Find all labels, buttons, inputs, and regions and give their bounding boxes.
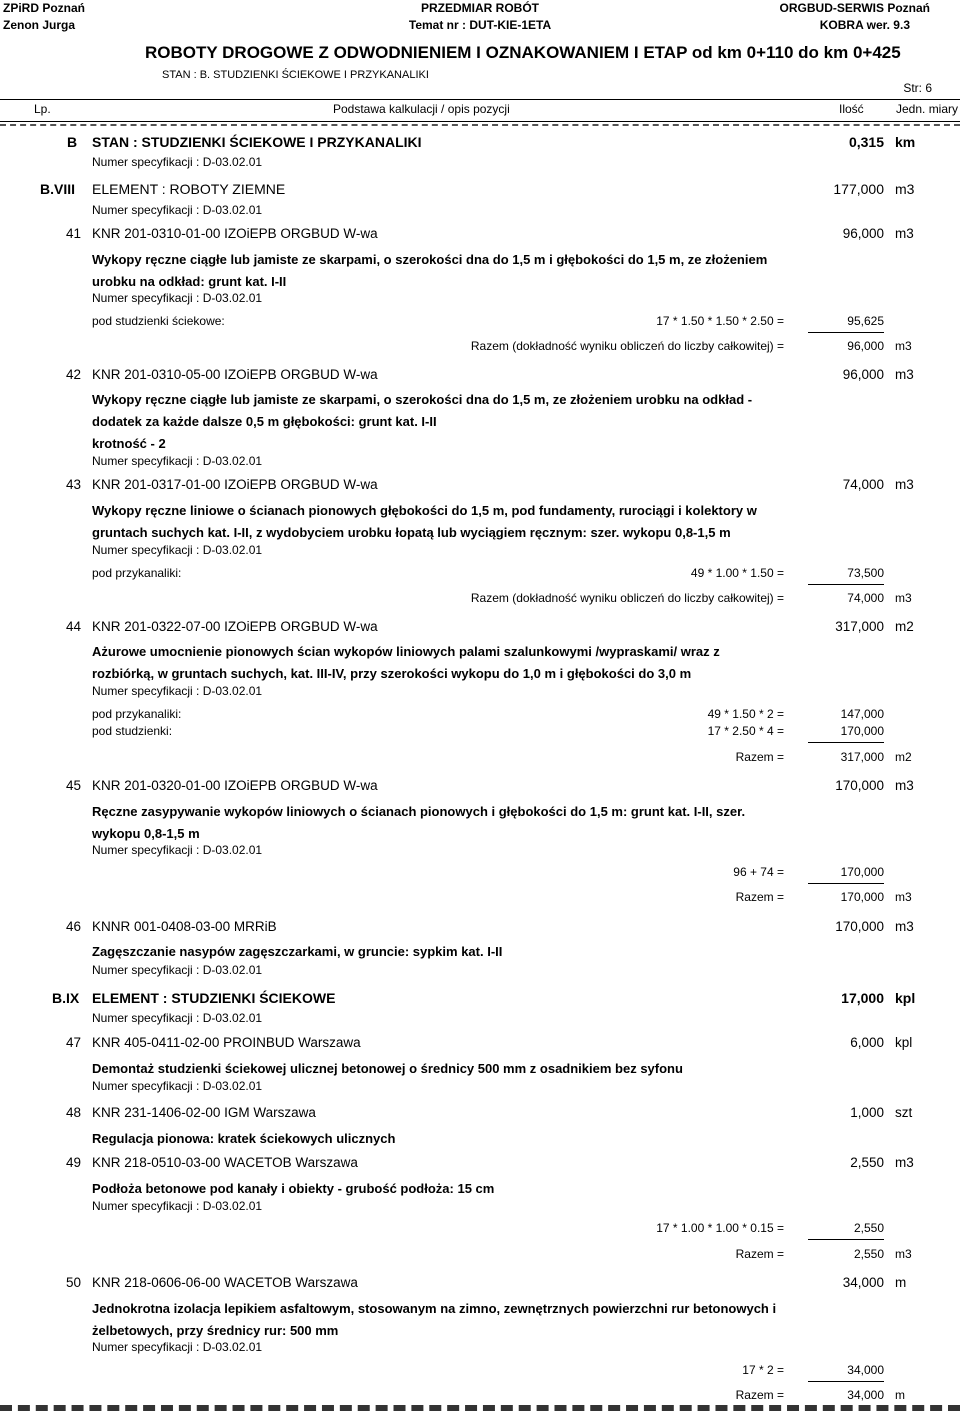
item-qty: 34,000 (842, 1275, 884, 1290)
item-description: Jednokrotna izolacja lepikiem asfaltowym, stosowanym na zimno, zewnętrznych powierzchni rur betonowych i żelbetowych, przy średnicy rur: 500 mm (92, 1301, 777, 1339)
sum-value: 170,000 (840, 890, 884, 904)
item-qty: 96,000 (842, 226, 884, 241)
sum-value: 34,000 (847, 1388, 884, 1402)
item-basis: KNR 201-0317-01-00 IZOiEPB ORGBUD W-wa (92, 477, 378, 492)
company-right: ORGBUD-SERWIS Poznań (779, 1, 930, 15)
sum-label: Razem = (735, 1388, 784, 1402)
item-description: Wykopy ręczne ciągłe lub jamiste ze skarpami, o szerokości dna do 1,5 m, ze złożeniem urobku na odkład - dodatek za każde dalsze 0,5 m głębokości: grunt kat. I-II (92, 392, 753, 430)
col-lp: Lp. (34, 102, 51, 116)
section-lp: B (67, 134, 78, 150)
sum-label: Razem (dokładność wyniku obliczeń do liczby całkowitej) = (470, 591, 784, 605)
calc-value: 170,000 (840, 865, 884, 879)
item-lp: 48 (66, 1105, 82, 1120)
sum-rule (808, 332, 884, 333)
item-qty: 6,000 (850, 1035, 884, 1050)
sum-unit: m3 (895, 890, 912, 904)
element-title: ELEMENT : ROBOTY ZIEMNE (92, 181, 286, 197)
item-unit: kpl (895, 1035, 913, 1050)
item-description: Ażurowe umocnienie pionowych ścian wykopów liniowych palami szalunkowymi /wypraskami/ wraz z rozbiórką, w gruntach suchych, kat. III-IV, przy szerokości wykopu do 1,0 m i głębokości do 3,0 m (92, 644, 720, 682)
item-unit: m (895, 1275, 907, 1290)
calc-label: pod studzienki: (92, 724, 173, 738)
item-qty: 317,000 (835, 619, 884, 634)
calc-value: 170,000 (840, 724, 884, 738)
spec-number: Numer specyfikacji : D-03.02.01 (92, 543, 263, 557)
topic: Temat nr : DUT-KIE-1ETA (408, 18, 552, 32)
sum-value: 2,550 (853, 1247, 884, 1261)
item-qty: 170,000 (835, 919, 884, 934)
item-qty: 2,550 (850, 1155, 884, 1170)
calc-value: 34,000 (847, 1363, 884, 1377)
sum-unit: m (895, 1388, 905, 1402)
item-description: Regulacja pionowa: kratek ściekowych ulicznych (92, 1131, 396, 1146)
item-qty: 74,000 (842, 477, 884, 492)
item-lp: 47 (66, 1035, 82, 1050)
item-description: Ręczne zasypywanie wykopów liniowych o ścianach pionowych i głębokości do 1,5 m: grunt kat. I-II, szer. wykopu 0,8-1,5 m (92, 804, 746, 842)
item-lp: 44 (66, 619, 82, 634)
section-qty: 0,315 (848, 134, 884, 150)
sum-value: 96,000 (847, 339, 884, 353)
author: Zenon Jurga (3, 18, 76, 32)
header-bottom-rule (0, 121, 960, 122)
col-basis: Podstawa kalkulacji / opis pozycji (333, 102, 510, 116)
spec-number: Numer specyfikacji : D-03.02.01 (92, 155, 263, 169)
element-qty: 17,000 (841, 990, 884, 1006)
item-basis: KNR 405-0411-02-00 PROINBUD Warszawa (92, 1035, 361, 1050)
sum-label: Razem = (735, 750, 784, 764)
item-basis: KNNR 001-0408-03-00 MRRiB (92, 919, 277, 934)
sum-label: Razem (dokładność wyniku obliczeń do liczby całkowitej) = (470, 339, 784, 353)
element-title: ELEMENT : STUDZIENKI ŚCIEKOWE (92, 990, 336, 1006)
item-description: Podłoża betonowe pod kanały i obiekty - grubość podłoża: 15 cm (92, 1181, 495, 1196)
item-unit: m3 (895, 226, 914, 241)
calc-label: pod studzienki ściekowe: (92, 314, 225, 328)
sum-rule (808, 1239, 884, 1240)
section-title: STAN : STUDZIENKI ŚCIEKOWE I PRZYKANALIKI (92, 134, 422, 150)
item-qty: 1,000 (850, 1105, 884, 1120)
calc-expression: 96 + 74 = (733, 865, 784, 879)
page-bottom-rule (0, 1405, 960, 1411)
sum-rule (808, 584, 884, 585)
item-unit: m3 (895, 367, 914, 382)
element-lp: B.IX (52, 990, 80, 1006)
item-basis: KNR 218-0510-03-00 WACETOB Warszawa (92, 1155, 358, 1170)
spec-number: Numer specyfikacji : D-03.02.01 (92, 1340, 263, 1354)
header-dash-rule (0, 124, 960, 126)
sum-rule (808, 742, 884, 743)
sum-value: 74,000 (847, 591, 884, 605)
item-unit: m3 (895, 778, 914, 793)
item-basis: KNR 201-0322-07-00 IZOiEPB ORGBUD W-wa (92, 619, 378, 634)
spec-number: Numer specyfikacji : D-03.02.01 (92, 454, 263, 468)
item-basis: KNR 201-0320-01-00 IZOiEPB ORGBUD W-wa (92, 778, 378, 793)
item-lp: 42 (66, 367, 82, 382)
element-unit: kpl (895, 990, 916, 1006)
item-lp: 50 (66, 1275, 82, 1290)
element-lp: B.VIII (40, 181, 76, 197)
spec-number: Numer specyfikacji : D-03.02.01 (92, 1199, 263, 1213)
stan-label: STAN : B. STUDZIENKI ŚCIEKOWE I PRZYKANALIKI (162, 69, 429, 81)
document-title: ROBOTY DROGOWE Z ODWODNIENIEM I OZNAKOWANIEM I ETAP od km 0+110 do km 0+425 (145, 43, 901, 62)
sum-rule (808, 883, 884, 884)
calc-value: 2,550 (853, 1221, 884, 1235)
item-basis: KNR 231-1406-02-00 IGM Warszawa (92, 1105, 316, 1120)
section-unit: km (895, 134, 916, 150)
sum-unit: m3 (895, 339, 912, 353)
spec-number: Numer specyfikacji : D-03.02.01 (92, 963, 263, 977)
software: KOBRA wer. 9.3 (819, 18, 910, 32)
calc-label: pod przykanaliki: (92, 566, 182, 580)
calc-value: 73,500 (847, 566, 884, 580)
item-description: Wykopy ręczne ciągłe lub jamiste ze skarpami, o szerokości dna do 1,5 m i głębokości do 1,5 m, ze złożeniem urobku na odkład: grunt kat. I-II (92, 252, 768, 290)
item-description: Demontaż studzienki ściekowej ulicznej betonowej o średnicy 500 mm z osadnikiem bez syfonu (92, 1061, 683, 1076)
spec-number: Numer specyfikacji : D-03.02.01 (92, 684, 263, 698)
item-unit: szt (895, 1105, 913, 1120)
item-unit: m3 (895, 919, 914, 934)
calc-expression: 17 * 2.50 * 4 = (707, 724, 784, 738)
sum-unit: m3 (895, 591, 912, 605)
sum-value: 317,000 (840, 750, 884, 764)
col-unit: Jedn. miary (896, 102, 959, 116)
page-number: Str: 6 (903, 81, 932, 95)
calc-expression: 17 * 1.50 * 1.50 * 2.50 = (656, 314, 784, 328)
calc-expression: 49 * 1.00 * 1.50 = (690, 566, 784, 580)
item-unit: m2 (895, 619, 914, 634)
calc-value: 95,625 (847, 314, 884, 328)
spec-number: Numer specyfikacji : D-03.02.01 (92, 203, 263, 217)
sum-rule (808, 1381, 884, 1382)
company-left: ZPiRD Poznań (3, 1, 86, 15)
spec-number: Numer specyfikacji : D-03.02.01 (92, 843, 263, 857)
item-lp: 49 (66, 1155, 82, 1170)
item-multiplier: krotność - 2 (92, 436, 166, 451)
item-qty: 96,000 (842, 367, 884, 382)
item-qty: 170,000 (835, 778, 884, 793)
item-unit: m3 (895, 477, 914, 492)
calc-expression: 49 * 1.50 * 2 = (707, 707, 784, 721)
spec-number: Numer specyfikacji : D-03.02.01 (92, 291, 263, 305)
sum-unit: m3 (895, 1247, 912, 1261)
doc-type: PRZEDMIAR ROBÓT (421, 1, 539, 15)
spec-number: Numer specyfikacji : D-03.02.01 (92, 1079, 263, 1093)
item-lp: 43 (66, 477, 82, 492)
spec-number: Numer specyfikacji : D-03.02.01 (92, 1011, 263, 1025)
item-unit: m3 (895, 1155, 914, 1170)
col-qty: Ilość (839, 102, 864, 116)
item-lp: 41 (66, 226, 82, 241)
calc-expression: 17 * 1.00 * 1.00 * 0.15 = (656, 1221, 784, 1235)
item-basis: KNR 201-0310-01-00 IZOiEPB ORGBUD W-wa (92, 226, 378, 241)
item-description: Zagęszczanie nasypów zagęszczarkami, w gruncie: sypkim kat. I-II (92, 944, 503, 959)
item-basis: KNR 201-0310-05-00 IZOiEPB ORGBUD W-wa (92, 367, 378, 382)
element-unit: m3 (895, 181, 915, 197)
header-top-rule (0, 99, 960, 100)
item-description: Wykopy ręczne liniowe o ścianach pionowych głębokości do 1,5 m, pod fundamenty, rurociągi i kolektory w gruntach suchych kat. I-II, z wydobyciem urobku łopatą lub wyciągiem ręcznym: szer. wykopu 0,8-1,5 m (92, 503, 757, 541)
sum-label: Razem = (735, 1247, 784, 1261)
sum-label: Razem = (735, 890, 784, 904)
item-lp: 46 (66, 919, 82, 934)
calc-value: 147,000 (840, 707, 884, 721)
element-qty: 177,000 (833, 181, 884, 197)
calc-label: pod przykanaliki: (92, 707, 182, 721)
sum-unit: m2 (895, 750, 912, 764)
calc-expression: 17 * 2 = (742, 1363, 784, 1377)
item-lp: 45 (66, 778, 82, 793)
item-basis: KNR 218-0606-06-00 WACETOB Warszawa (92, 1275, 358, 1290)
